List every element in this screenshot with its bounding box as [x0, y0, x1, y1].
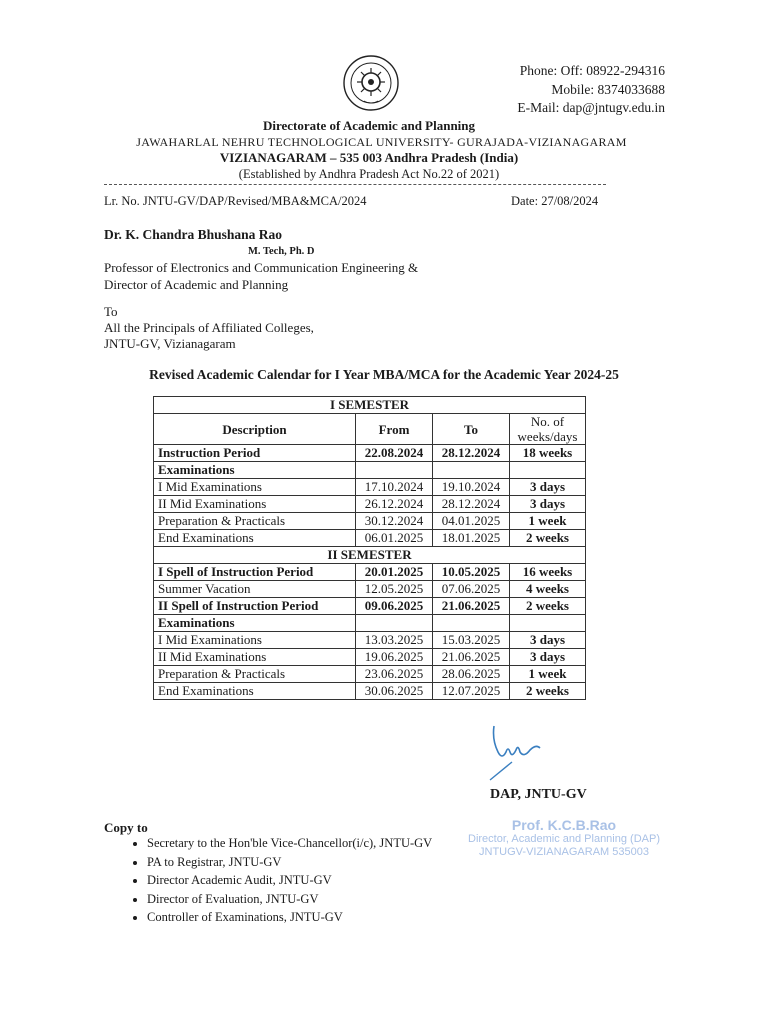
cell-description: I Mid Examinations: [154, 479, 356, 496]
cell-duration: 16 weeks: [510, 564, 586, 581]
table-row: [154, 666, 586, 683]
cell-to: 21.06.2025: [433, 598, 510, 615]
letter-subject: Revised Academic Calendar for I Year MBA/MCA for the Academic Year 2024-25: [149, 367, 619, 382]
cell-from: [356, 462, 433, 479]
cell-from: 20.01.2025: [356, 564, 433, 581]
phone-text: Phone: Off: 08922-294316: [519, 63, 665, 78]
signature-mark: [484, 722, 544, 782]
contact-block: [517, 62, 665, 118]
semester-2-title: II SEMESTER: [154, 547, 586, 564]
to-label: To: [104, 304, 118, 319]
official-stamp: [464, 817, 664, 859]
table-row: [154, 615, 586, 632]
cell-duration: 3 days: [510, 496, 586, 513]
cell-duration: 3 days: [510, 649, 586, 666]
table-header-row: [154, 414, 586, 445]
cell-duration: [510, 462, 586, 479]
cell-to: 28.12.2024: [433, 496, 510, 513]
cell-to: 15.03.2025: [433, 632, 510, 649]
cell-from: 26.12.2024: [356, 496, 433, 513]
cell-description: I Spell of Instruction Period: [154, 564, 356, 581]
semester-header-row: [154, 547, 586, 564]
signatory-office: DAP, JNTU-GV: [490, 787, 587, 802]
header-to: To: [433, 414, 510, 445]
cell-duration: 2 weeks: [510, 683, 586, 700]
cell-description: II Spell of Instruction Period: [154, 598, 356, 615]
cell-from: 19.06.2025: [356, 649, 433, 666]
stamp-line-1: Director, Academic and Planning (DAP): [468, 833, 660, 845]
cell-description: End Examinations: [154, 683, 356, 700]
cell-from: 22.08.2024: [356, 445, 433, 462]
table-row: [154, 564, 586, 581]
cell-from: 30.12.2024: [356, 513, 433, 530]
establishment-note: (Established by Andhra Pradesh Act No.22 of 2021): [238, 167, 500, 181]
letterhead: [0, 118, 768, 182]
university-address: VIZIANAGARAM – 535 003 Andhra Pradesh (India): [219, 150, 519, 165]
header-divider: [104, 184, 606, 185]
cell-duration: 1 week: [510, 513, 586, 530]
header-description: Description: [154, 414, 356, 445]
cell-description: Examinations: [154, 615, 356, 632]
header-from: From: [356, 414, 433, 445]
table-row: [154, 462, 586, 479]
designation-line-1: Professor of Electronics and Communication Engineering &: [104, 260, 419, 275]
cell-to: 28.06.2025: [433, 666, 510, 683]
table-row: [154, 581, 586, 598]
copy-to-item: • Secretary to the Hon'ble Vice-Chancellor(i/c), JNTU-GV: [147, 834, 432, 853]
cell-to: [433, 615, 510, 632]
copy-to-item: • Director of Evaluation, JNTU-GV: [147, 890, 432, 909]
copy-to-item: • PA to Registrar, JNTU-GV: [147, 853, 432, 872]
header-duration-line-2: weeks/days: [517, 429, 578, 444]
cell-from: 23.06.2025: [356, 666, 433, 683]
table-row: [154, 683, 586, 700]
table-row: [154, 445, 586, 462]
copy-to-item: • Director Academic Audit, JNTU-GV: [147, 871, 432, 890]
cell-description: II Mid Examinations: [154, 496, 356, 513]
cell-duration: 3 days: [510, 632, 586, 649]
cell-description: Preparation & Practicals: [154, 666, 356, 683]
signer-designation: [104, 259, 418, 293]
cell-from: 09.06.2025: [356, 598, 433, 615]
copy-to-label: Copy to: [104, 820, 148, 835]
signer-name: Dr. K. Chandra Bhushana Rao: [104, 227, 283, 242]
cell-duration: 18 weeks: [510, 445, 586, 462]
cell-description: End Examinations: [154, 530, 356, 547]
cell-to: 10.05.2025: [433, 564, 510, 581]
university-name: JAWAHARLAL NEHRU TECHNOLOGICAL UNIVERSITY- GURAJADA-VIZIANAGARAM: [136, 135, 627, 149]
cell-to: [433, 462, 510, 479]
cell-description: Preparation & Practicals: [154, 513, 356, 530]
cell-duration: [510, 615, 586, 632]
cell-description: II Mid Examinations: [154, 649, 356, 666]
email-text: E-Mail: dap@jntugv.edu.in: [517, 100, 665, 115]
cell-from: 30.06.2025: [356, 683, 433, 700]
cell-description: Examinations: [154, 462, 356, 479]
semester-1-title: I SEMESTER: [154, 397, 586, 414]
table-row: [154, 530, 586, 547]
recipient-line-1: All the Principals of Affiliated Colleges,: [104, 320, 314, 335]
table-row: [154, 513, 586, 530]
cell-from: 06.01.2025: [356, 530, 433, 547]
cell-from: 17.10.2024: [356, 479, 433, 496]
mobile-text: Mobile: 8374033688: [551, 81, 665, 97]
cell-duration: 1 week: [510, 666, 586, 683]
cell-duration: 3 days: [510, 479, 586, 496]
stamp-name: Prof. K.C.B.Rao: [511, 817, 617, 833]
cell-to: 21.06.2025: [433, 649, 510, 666]
cell-to: 07.06.2025: [433, 581, 510, 598]
table-row: [154, 649, 586, 666]
cell-from: 12.05.2025: [356, 581, 433, 598]
signer-qualifications: M. Tech, Ph. D: [248, 246, 315, 257]
cell-to: 19.10.2024: [433, 479, 510, 496]
copy-to-item: • Controller of Examinations, JNTU-GV: [147, 908, 432, 927]
recipient-line-2: JNTU-GV, Vizianagaram: [104, 336, 236, 351]
letter-date: Date: 27/08/2024: [511, 194, 599, 208]
cell-to: 28.12.2024: [433, 445, 510, 462]
table-row: [154, 632, 586, 649]
table-row: [154, 496, 586, 513]
letter-reference: Lr. No. JNTU-GV/DAP/Revised/MBA&MCA/2024: [104, 194, 367, 208]
university-logo: [342, 54, 400, 112]
semester-header-row: [154, 397, 586, 414]
academic-calendar-table: [153, 396, 586, 700]
cell-duration: 4 weeks: [510, 581, 586, 598]
cell-description: Summer Vacation: [154, 581, 356, 598]
cell-to: 04.01.2025: [433, 513, 510, 530]
cell-description: I Mid Examinations: [154, 632, 356, 649]
table-row: [154, 479, 586, 496]
cell-duration: 2 weeks: [510, 530, 586, 547]
recipient-block: [104, 304, 314, 352]
cell-description: Instruction Period: [154, 445, 356, 462]
cell-to: 12.07.2025: [433, 683, 510, 700]
designation-line-2: Director of Academic and Planning: [104, 277, 289, 292]
header-duration: [510, 414, 586, 445]
cell-duration: 2 weeks: [510, 598, 586, 615]
stamp-line-2: JNTUGV-VIZIANAGARAM 535003: [479, 846, 649, 858]
copy-to-list: [127, 834, 432, 927]
cell-from: [356, 615, 433, 632]
cell-to: 18.01.2025: [433, 530, 510, 547]
cell-from: 13.03.2025: [356, 632, 433, 649]
header-duration-line-1: No. of: [530, 414, 565, 429]
directorate-name: Directorate of Academic and Planning: [262, 118, 476, 133]
table-row: [154, 598, 586, 615]
